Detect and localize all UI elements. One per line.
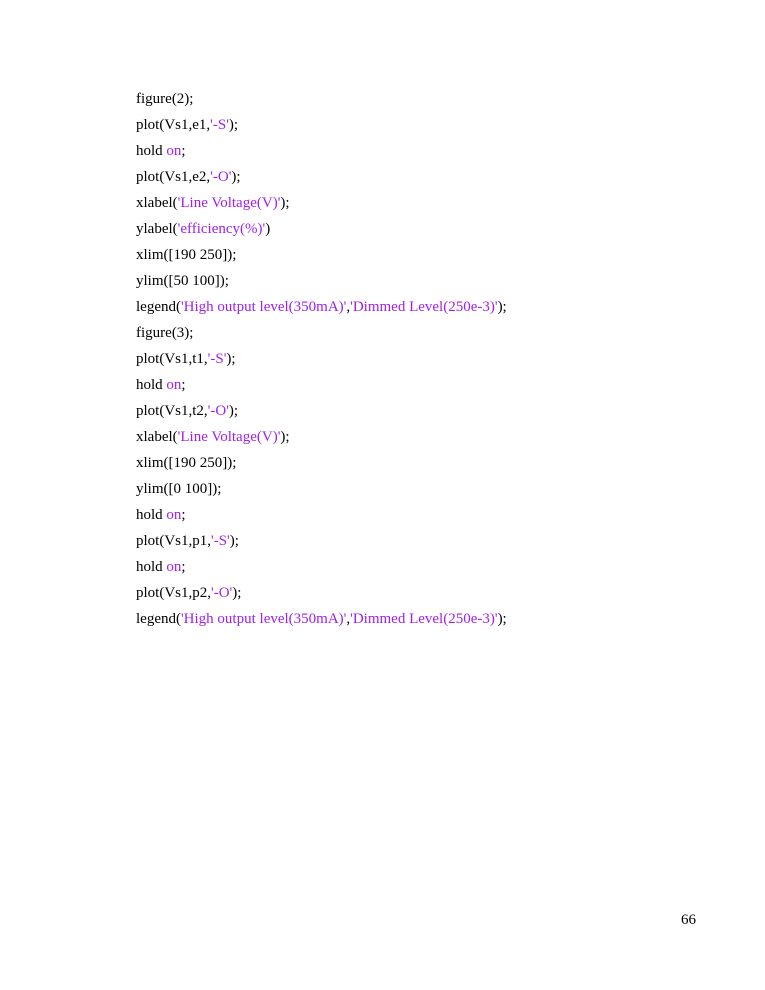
code-token: ) [265,221,271,237]
string-literal: '-S' [210,117,229,133]
code-token: ; [181,559,186,575]
code-token: hold [136,143,167,159]
string-literal: 'efficiency(%)' [177,221,266,237]
code-token: legend( [136,299,181,315]
code-line [136,427,736,453]
code-token: ); [497,611,507,627]
string-literal: '-S' [207,351,227,367]
code-token: ); [231,169,241,185]
code-token: ); [280,195,290,211]
code-token: ); [228,403,239,419]
code-line [136,531,736,557]
code-token: ; [181,377,186,393]
code-token: figure(2); [136,91,194,107]
code-token: ); [497,299,507,315]
code-line [136,167,736,193]
string-literal: '-S' [211,533,230,549]
code-line [136,583,736,609]
code-token: xlabel( [136,429,178,445]
keyword-token: on [166,507,182,523]
keyword-token: on [166,143,182,159]
code-token: xlim([190 250]); [136,455,237,471]
string-literal: 'Dimmed Level(250e-3)' [350,299,498,315]
code-token: plot(Vs1,e1, [136,117,211,133]
code-token: plot(Vs1,p2, [136,585,211,601]
keyword-token: on [166,559,182,575]
string-literal: '-O' [207,403,229,419]
code-token: ); [232,585,242,601]
code-line [136,505,736,531]
code-token: hold [136,559,167,575]
code-line [136,89,736,115]
code-line [136,557,736,583]
code-line [136,271,736,297]
code-token: plot(Vs1,t1, [136,351,208,367]
code-token: ; [181,507,186,523]
code-token: legend( [136,611,181,627]
code-token: , [346,611,351,627]
code-line [136,453,736,479]
string-literal: 'High output level(350mA)' [180,299,347,315]
code-line [136,349,736,375]
code-line [136,245,736,271]
string-literal: 'Line Voltage(V)' [177,195,281,211]
code-line [136,115,736,141]
string-literal: 'Line Voltage(V)' [177,429,281,445]
code-token: ); [280,429,290,445]
code-token: ylim([50 100]); [136,273,229,289]
code-token: figure(3); [136,325,194,341]
code-token: ylabel( [136,221,178,237]
code-token: xlim([190 250]); [136,247,237,263]
code-line [136,479,736,505]
string-literal: 'High output level(350mA)' [180,611,347,627]
code-token: ); [226,351,236,367]
string-literal: '-O' [210,169,232,185]
code-line [136,193,736,219]
code-line [136,141,736,167]
code-token: hold [136,507,167,523]
code-token: ); [228,117,239,133]
code-line [136,219,736,245]
code-line [136,401,736,427]
code-token: plot(Vs1,t2, [136,403,208,419]
code-token: xlabel( [136,195,178,211]
code-listing [136,89,736,635]
code-line [136,297,736,323]
string-literal: 'Dimmed Level(250e-3)' [350,611,498,627]
string-literal: '-O' [211,585,233,601]
page-number: 66 [681,912,696,928]
code-token: , [346,299,351,315]
code-line [136,375,736,401]
code-token: plot(Vs1,p1, [136,533,211,549]
code-token: hold [136,377,167,393]
code-line [136,609,736,635]
code-token: plot(Vs1,e2, [136,169,211,185]
code-token: ylim([0 100]); [136,481,222,497]
code-token: ; [181,143,186,159]
keyword-token: on [166,377,182,393]
code-line [136,323,736,349]
code-token: ); [229,533,239,549]
